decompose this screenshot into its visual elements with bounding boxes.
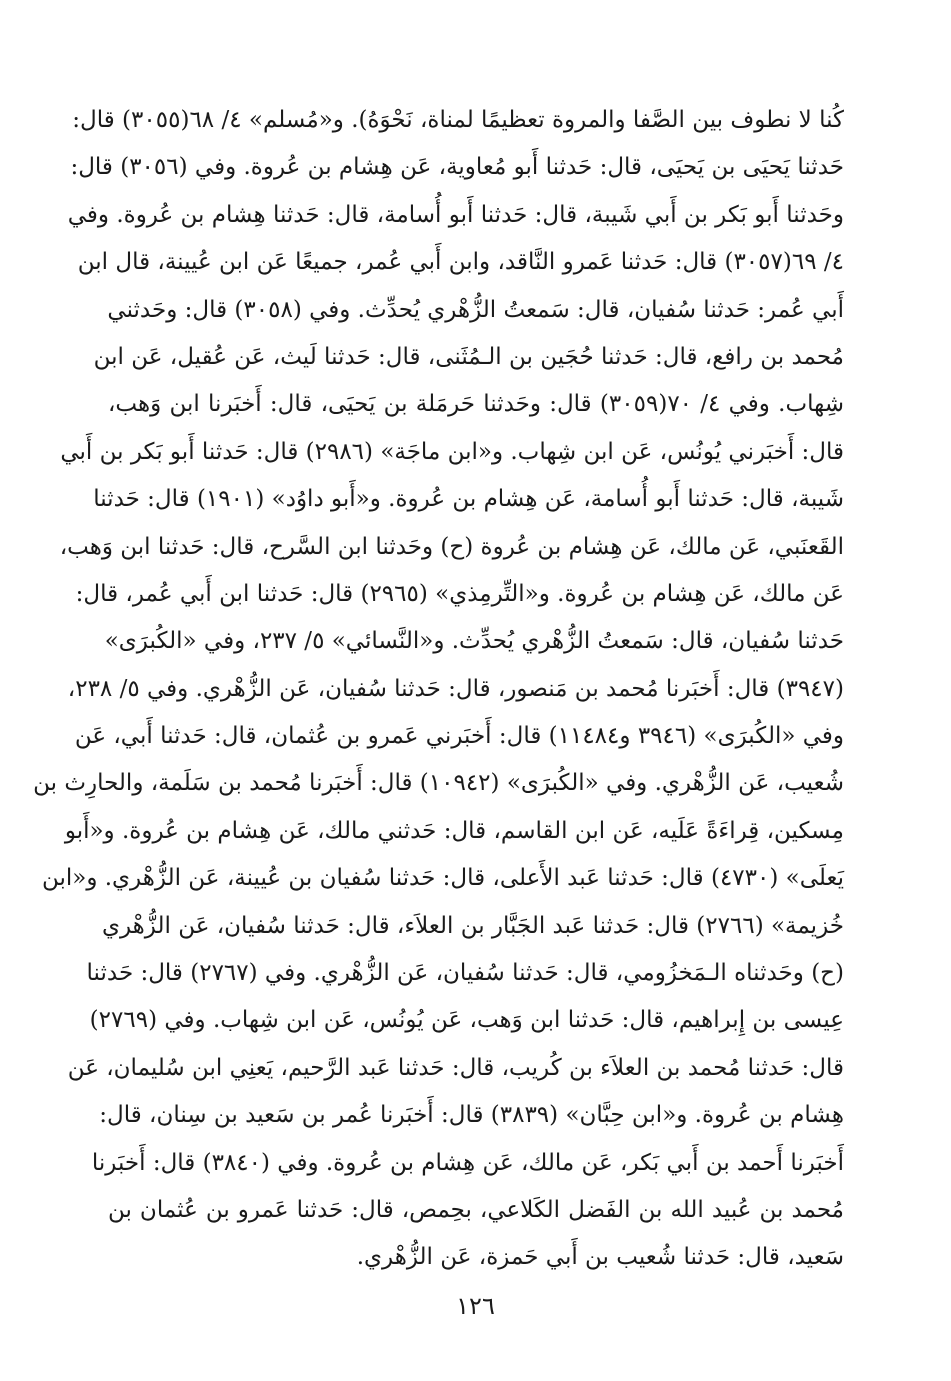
text-line: مِسكين، قِراءَةً عَلَيه، عَن ابن القاسم، قال: حَدثني مالك، عَن هِشام بن عُروة. و«أَبو bbox=[64, 817, 844, 844]
text-line: (٣٩٤٧) قال: أَخبَرنا مُحمد بن مَنصور، قال: حَدثنا سُفيان، عَن الزُّهْري. وفي ٥/ ٢٣٨، bbox=[67, 675, 844, 702]
text-line: يَعلَى» (٤٧٣٠) قال: حَدثنا عَبد الأَعلى، قال: حَدثنا سُفيان بن عُيينة، عَن الزُّهْري. و«ابن bbox=[41, 865, 844, 892]
text-line: هِشام بن عُروة. و«ابن حِبَّان» (٣٨٣٩) قال: أَخبَرنا عُمر بن سَعيد بن سِنان، قال: bbox=[99, 1102, 844, 1129]
text-line: قال: حَدثنا مُحمد بن العلاَء بن كُريب، قال: حَدثنا عَبد الرَّحيم، يَعنِي ابن سُليمان، عَن bbox=[67, 1054, 844, 1081]
text-line: عِيسى بن إِبراهيم، قال: حَدثنا ابن وَهب، عَن يُونُس، عَن ابن شِهاب. وفي (٢٧٦٩) bbox=[89, 1007, 844, 1034]
text-line: ٤/ ٦٩(٣٠٥٧) قال: حَدثنا عَمرو النَّاقد، وابن أَبي عُمر، جميعًا عَن ابن عُيينة، قال ابن bbox=[77, 249, 844, 276]
text-line: القَعنَبي، عَن مالك، عَن هِشام بن عُروة (ح) وحَدثنا ابن السَّرح، قال: حَدثنا ابن وَهب، bbox=[59, 533, 844, 560]
page-number: ١٢٦ bbox=[456, 1292, 495, 1320]
text-line: كُنا لا نطوف بين الصَّفا والمروة تعظيمًا لمناة، نَحْوَهُ). و«مُسلم» ٤/ ٦٨(٣٠٥٥) قال: bbox=[72, 107, 844, 133]
text-line: عَن مالك، عَن هِشام بن عُروة. و«التِّرمِذي» (٢٩٦٥) قال: حَدثنا ابن أَبي عُمر، قال: bbox=[75, 580, 844, 607]
text-line: شَيبة، قال: حَدثنا أَبو أُسامة، عَن هِشام بن عُروة. و«أَبو داوُد» (١٩٠١) قال: حَدثنا bbox=[93, 486, 844, 513]
body-text bbox=[33, 97, 844, 1282]
text-line: خُزيمة» (٢٧٦٦) قال: حَدثنا عَبد الجَبَّار بن العلاَء، قال: حَدثنا سُفيان، عَن الزُّهْري bbox=[101, 912, 844, 939]
text-line: وحَدثنا أَبو بَكر بن أَبي شَيبة، قال: حَدثنا أَبو أُسامة، قال: حَدثنا هِشام بن عُروة. وفي bbox=[67, 201, 844, 228]
text-line: سَعيد، قال: حَدثنا شُعيب بن أَبي حَمزة، عَن الزُّهْري. bbox=[356, 1244, 844, 1271]
text-line: شِهاب. وفي ٤/ ٧٠(٣٠٥٩) قال: وحَدثنا حَرمَلة بن يَحيَى، قال: أَخبَرنا ابن وَهب، bbox=[108, 391, 844, 418]
text-line: (ح) وحَدثناه الـمَخزُومي، قال: حَدثنا سُفيان، عَن الزُّهْري. وفي (٢٧٦٧) قال: حَدثنا bbox=[86, 960, 844, 987]
text-line: مُحمد بن عُبيد الله بن الفَضل الكَلاعي، بحِمص، قال: حَدثنا عَمرو بن عُثمان بن bbox=[108, 1196, 844, 1223]
text-line: قال: أَخبَرني يُونُس، عَن ابن شِهاب. و«ابن ماجَة» (٢٩٨٦) قال: حَدثنا أَبو بَكر بن أَبي bbox=[60, 438, 844, 465]
text-line: أَبي عُمر: حَدثنا سُفيان، قال: سَمعتُ الزُّهْري يُحدِّث. وفي (٣٠٥٨) قال: وحَدثني bbox=[107, 296, 844, 323]
text-line: أَخبَرنا أَحمد بن أَبي بَكر، عَن مالك، عَن هِشام بن عُروة. وفي (٣٨٤٠) قال: أَخبَرنا bbox=[91, 1149, 844, 1176]
text-line: شُعيب، عَن الزُّهْري. وفي «الكُبرَى» (١٠٩٤٢) قال: أَخبَرنا مُحمد بن سَلَمة، والحارِث بن bbox=[33, 770, 844, 797]
text-line: حَدثنا سُفيان، قال: سَمعتُ الزُّهْري يُحدِّث. و«النَّسائي» ٥/ ٢٣٧، وفي «الكُبرَى» bbox=[104, 628, 844, 655]
text-line: حَدثنا يَحيَى بن يَحيَى، قال: حَدثنا أَبو مُعاوية، عَن هِشام بن عُروة. وفي (٣٠٥٦) قال: bbox=[70, 154, 844, 181]
text-line: وفي «الكُبرَى» (٣٩٤٦ و١١٤٨٤) قال: أَخبَرني عَمرو بن عُثمان، قال: حَدثنا أَبي، عَن bbox=[74, 723, 844, 750]
text-line: مُحمد بن رافع، قال: حَدثنا حُجَين بن الـمُثَنى، قال: حَدثنا لَيث، عَن عُقيل، عَن ابن bbox=[93, 343, 844, 370]
